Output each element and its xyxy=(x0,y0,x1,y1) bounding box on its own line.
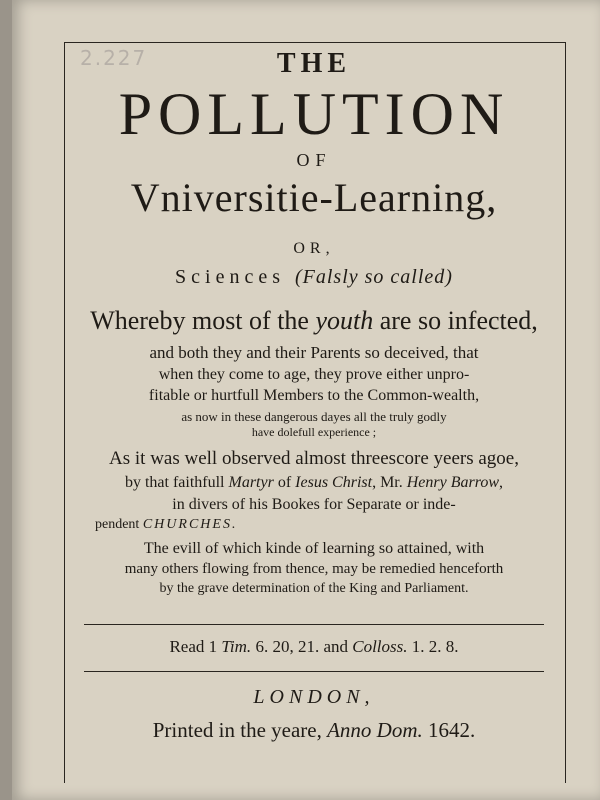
evill-line-2: many others flowing from thence, may be remedied henceforth xyxy=(124,561,504,577)
title-or: OR, xyxy=(293,240,335,257)
title-of: OF xyxy=(296,150,332,170)
evill-line-1: The evill of which kinde of learning so attained, with xyxy=(143,540,485,557)
printed-a: Printed in the yeare, xyxy=(152,718,328,742)
title-universitie-learning: Vniversitie-Learning, xyxy=(130,175,498,220)
as2-comma: , xyxy=(499,474,504,491)
as4-pendent: pendent xyxy=(95,517,143,532)
as2-of: of xyxy=(273,474,296,491)
as2-martyr: Martyr xyxy=(228,474,274,491)
as-it-line-4 xyxy=(95,517,395,533)
printed-anno: Anno Dom. xyxy=(327,718,423,742)
divider-bottom xyxy=(84,671,544,672)
as2-christ: Iesus Christ xyxy=(295,474,373,491)
as-it-line-2 xyxy=(64,474,564,492)
as4-churches: CHURCHES. xyxy=(142,517,238,532)
as2-barrow: Henry Barrow xyxy=(406,474,500,491)
whereby-after: are so infected, xyxy=(373,306,538,335)
title-the: THE xyxy=(276,48,352,79)
subtitle-sciences xyxy=(64,266,564,289)
title-pollution: POLLUTION xyxy=(118,81,510,147)
manuscript-shelfmark: 2.227 xyxy=(80,46,148,70)
para1-line-4: as now in these dangerous dayes all the truly godly xyxy=(181,409,447,424)
sciences-paren: (Falsly so called) xyxy=(295,266,453,288)
as2-a: by that faithfull xyxy=(124,474,229,491)
para1-line-2: when they come to age, they prove either unpro- xyxy=(158,366,470,383)
as-it-line-1: As it was well observed almost threescore yeers agoe, xyxy=(109,448,519,469)
scripture-reference xyxy=(64,637,564,657)
read-a: Read 1 xyxy=(169,637,222,656)
para1-line-5: have dolefull experience ; xyxy=(251,425,377,439)
evill-line-3: by the grave determination of the King and Parliament. xyxy=(159,581,469,596)
printed-year: 1642. xyxy=(422,718,476,742)
as2-mr: , Mr. xyxy=(372,474,407,491)
read-colloss: Colloss. xyxy=(352,637,408,656)
sciences-word: Sciences xyxy=(175,266,285,288)
imprint-date xyxy=(64,718,564,743)
divider-top xyxy=(84,624,544,625)
as-it-line-3: in divers of his Bookes for Separate or inde- xyxy=(172,496,456,513)
imprint-city: LONDON, xyxy=(253,686,375,708)
whereby-youth: youth xyxy=(315,306,374,335)
read-e: 1. 2. 8. xyxy=(407,637,459,656)
read-c: 6. 20, 21. and xyxy=(251,637,353,656)
para1-line-3: fitable or hurtfull Members to the Common-wealth, xyxy=(148,387,480,404)
para1-line-1: and both they and their Parents so deceived, that xyxy=(149,343,479,362)
whereby-before: Whereby most of the xyxy=(90,306,316,335)
read-tim: Tim. xyxy=(221,637,252,656)
whereby-line xyxy=(64,306,564,336)
